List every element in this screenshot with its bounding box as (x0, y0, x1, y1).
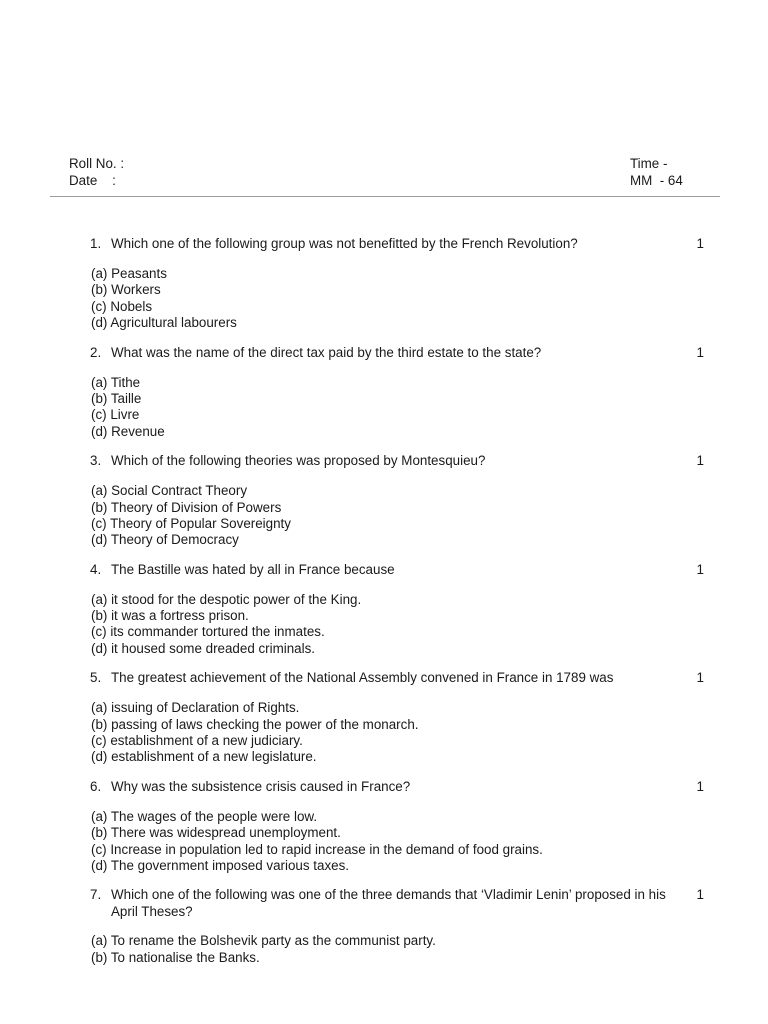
question-number: 5. (90, 670, 102, 686)
question-3 (90, 453, 710, 549)
option-c: (c) establishment of a new judiciary. (91, 733, 303, 749)
question-number: 3. (90, 453, 102, 469)
question-line (90, 779, 710, 796)
question-marks: 1 (696, 887, 704, 903)
option-d: (d) The government imposed various taxes. (91, 857, 350, 873)
question-number: 7. (90, 887, 102, 903)
question-5 (90, 670, 710, 766)
option-d: (d) Agricultural labourers (91, 315, 237, 331)
question-marks: 1 (696, 670, 704, 686)
option-c: (c) Theory of Popular Sovereignty (91, 515, 291, 531)
option-list (90, 592, 710, 658)
question-marks: 1 (696, 344, 704, 360)
question-number: 6. (90, 778, 102, 794)
question-text: What was the name of the direct tax paid by the third estate to the state? (111, 344, 542, 360)
question-line (90, 670, 710, 687)
option-a: (a) it stood for the despotic power of the King. (91, 591, 362, 607)
option-a: (a) Tithe (91, 374, 141, 390)
option-a: (a) issuing of Declaration of Rights. (91, 700, 300, 716)
roll-no-label: Roll No. : (69, 156, 125, 171)
option-b: (b) Workers (91, 282, 161, 298)
option-list (90, 375, 710, 441)
question-line (90, 345, 710, 362)
option-a: (a) The wages of the people were low. (91, 808, 318, 824)
option-b: (b) There was widespread unemployment. (91, 825, 341, 841)
option-list (90, 933, 710, 966)
option-list (90, 809, 710, 875)
option-d: (d) Revenue (91, 423, 165, 439)
question-marks: 1 (696, 236, 704, 251)
question-6 (90, 779, 710, 875)
option-c: (c) Nobels (91, 298, 153, 314)
question-1 (90, 236, 710, 332)
question-text: Which of the following theories was proposed by Montesquieu? (111, 453, 486, 469)
option-list (90, 266, 710, 332)
max-marks-label: MM - 64 (630, 173, 683, 188)
question-marks: 1 (696, 453, 704, 469)
question-marks: 1 (696, 778, 704, 794)
option-b: (b) Taille (91, 390, 142, 406)
question-4 (90, 562, 710, 658)
option-a: (a) To rename the Bolshevik party as the communist party. (91, 933, 436, 949)
question-text: Which one of the following was one of the three demands that ‘Vladimir Lenin’ proposed in his April Theses? (111, 887, 666, 919)
date-label: Date : (69, 173, 116, 188)
question-text: The Bastille was hated by all in France because (111, 561, 395, 577)
question-text: Which one of the following group was not benefitted by the French Revolution? (111, 236, 578, 251)
question-text: The greatest achievement of the National Assembly convened in France in 1789 was (111, 670, 614, 686)
question-number: 1. (90, 236, 102, 251)
option-list (90, 700, 710, 766)
option-d: (d) it housed some dreaded criminals. (91, 640, 316, 656)
option-b: (b) To nationalise the Banks. (91, 949, 260, 965)
question-line (90, 453, 710, 470)
question-list (90, 236, 710, 979)
time-label: Time - (630, 156, 668, 171)
question-marks: 1 (696, 561, 704, 577)
option-d: (d) establishment of a new legislature. (91, 749, 317, 765)
option-b: (b) Theory of Division of Powers (91, 499, 282, 515)
exam-header (69, 155, 699, 191)
question-line (90, 887, 710, 920)
option-d: (d) Theory of Democracy (91, 532, 239, 548)
question-line (90, 562, 710, 579)
header-left (69, 155, 124, 189)
option-c: (c) Increase in population led to rapid increase in the demand of food grains. (91, 841, 543, 857)
question-number: 2. (90, 344, 102, 360)
option-a: (a) Social Contract Theory (91, 483, 248, 499)
question-2 (90, 345, 710, 441)
option-c: (c) Livre (91, 407, 140, 423)
question-line (90, 236, 710, 253)
option-b: (b) it was a fortress prison. (91, 608, 249, 624)
option-a: (a) Peasants (91, 266, 167, 281)
question-text: Why was the subsistence crisis caused in France? (111, 778, 411, 794)
option-list (90, 483, 710, 549)
option-b: (b) passing of laws checking the power of the monarch. (91, 716, 419, 732)
header-divider (50, 196, 720, 197)
question-number: 4. (90, 561, 102, 577)
option-c: (c) its commander tortured the inmates. (91, 624, 325, 640)
question-7 (90, 887, 710, 966)
header-right (630, 155, 683, 189)
